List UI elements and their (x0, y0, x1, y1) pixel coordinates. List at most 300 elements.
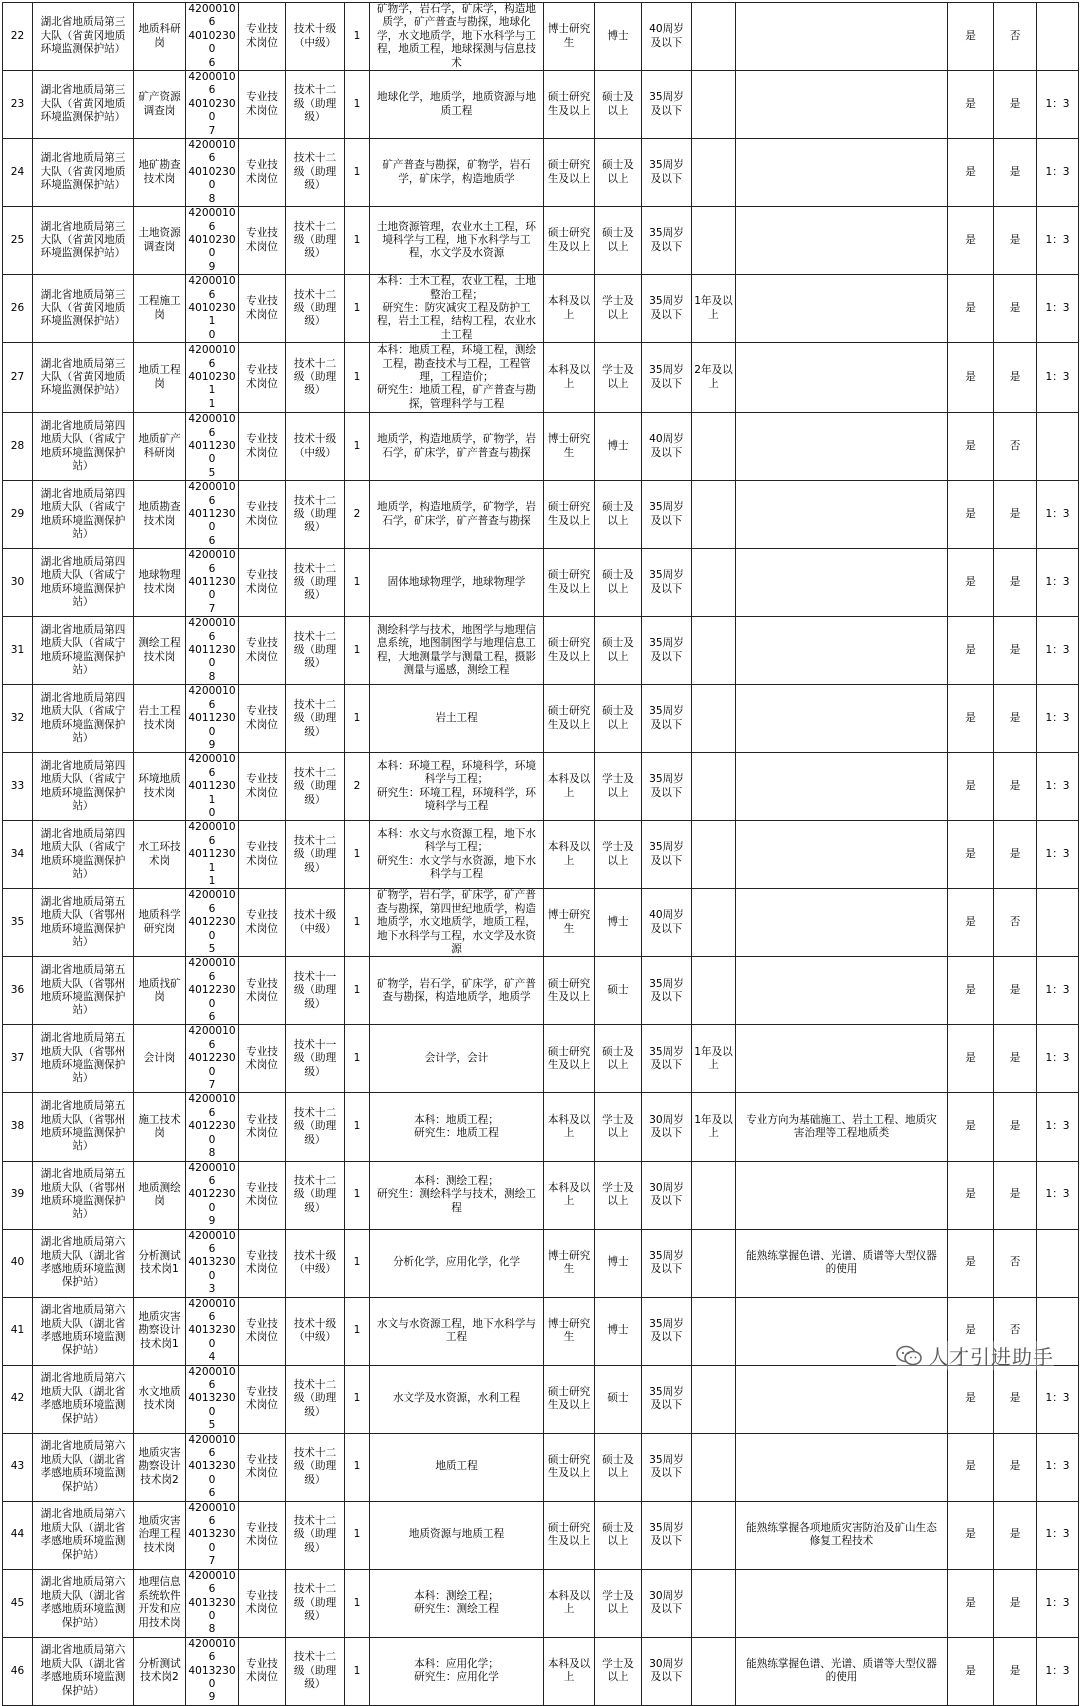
other-requirement-cell (736, 1161, 948, 1229)
hire-count-cell: 1 (345, 957, 370, 1025)
major-requirement-cell: 固体地球物理学，地球物理学 (370, 549, 544, 617)
table-row (3, 1093, 1079, 1161)
ratio-cell: 1：3 (1037, 1637, 1079, 1705)
row-number-cell: 28 (3, 413, 33, 481)
age-limit-cell: 35周岁 及以下 (642, 753, 692, 821)
degree-cell: 硕士及 以上 (595, 481, 642, 549)
unit-name-cell: 湖北省地质局第四 地质大队（省咸宁 地质环境监测保护 站） (33, 549, 134, 617)
wechat-icon (896, 1345, 922, 1367)
exam-flag-cell: 是 (948, 3, 994, 71)
exam-flag-cell: 是 (948, 207, 994, 275)
experience-cell (692, 1637, 736, 1705)
unit-name-cell: 湖北省地质局第六 地质大队（湖北省 孝感地质环境监测 保护站） (33, 1433, 134, 1501)
ratio-cell (1037, 413, 1079, 481)
ratio-cell (1037, 889, 1079, 957)
post-level-cell: 技术十级 （中级） (286, 1297, 345, 1365)
degree-cell: 博士 (595, 1297, 642, 1365)
post-code-cell: 42000106 40102301 1 (186, 343, 239, 413)
interview-flag-cell: 是 (994, 1637, 1037, 1705)
table-row (3, 139, 1079, 207)
post-level-cell: 技术十级 （中级） (286, 1229, 345, 1297)
age-limit-cell: 40周岁 及以下 (642, 3, 692, 71)
post-name-cell: 水文地质 技术岗 (134, 1365, 186, 1433)
post-level-cell: 技术十二 级（助理 级） (286, 685, 345, 753)
post-level-cell: 技术十一 级（助理 级） (286, 957, 345, 1025)
degree-cell: 硕士及 以上 (595, 549, 642, 617)
degree-cell: 博士 (595, 889, 642, 957)
hire-count-cell: 1 (345, 889, 370, 957)
row-number-cell: 37 (3, 1025, 33, 1093)
major-requirement-cell: 地质工程 (370, 1433, 544, 1501)
interview-flag-cell: 否 (994, 3, 1037, 71)
age-limit-cell: 35周岁 及以下 (642, 821, 692, 889)
table-row (3, 413, 1079, 481)
interview-flag-cell: 是 (994, 1093, 1037, 1161)
ratio-cell: 1：3 (1037, 549, 1079, 617)
ratio-cell: 1：3 (1037, 1365, 1079, 1433)
exam-flag-cell: 是 (948, 957, 994, 1025)
degree-cell: 学士及 以上 (595, 1569, 642, 1637)
post-type-cell: 专业技 术岗位 (239, 1161, 286, 1229)
post-type-cell: 专业技 术岗位 (239, 1433, 286, 1501)
major-requirement-cell: 土地资源管理，农业水土工程，环 境科学与工程，地下水科学与工 程，水文学及水资源 (370, 207, 544, 275)
table-row (3, 1025, 1079, 1093)
degree-cell: 硕士及 以上 (595, 207, 642, 275)
major-requirement-cell: 矿产普查与勘探，矿物学，岩石 学，矿床学，构造地质学 (370, 139, 544, 207)
row-number-cell: 35 (3, 889, 33, 957)
hire-count-cell: 1 (345, 275, 370, 343)
age-limit-cell: 30周岁 及以下 (642, 1637, 692, 1705)
experience-cell (692, 207, 736, 275)
ratio-cell: 1：3 (1037, 685, 1079, 753)
unit-name-cell: 湖北省地质局第六 地质大队（湖北省 孝感地质环境监测 保护站） (33, 1365, 134, 1433)
education-cell: 本科及以 上 (544, 343, 595, 413)
post-name-cell: 施工技术 岗 (134, 1093, 186, 1161)
row-number-cell: 44 (3, 1501, 33, 1569)
major-requirement-cell: 水文与水资源工程，地下水科学与 工程 (370, 1297, 544, 1365)
major-requirement-cell: 会计学，会计 (370, 1025, 544, 1093)
unit-name-cell: 湖北省地质局第三 大队（省黄冈地质 环境监测保护站） (33, 71, 134, 139)
experience-cell (692, 139, 736, 207)
post-name-cell: 分析测试 技术岗2 (134, 1637, 186, 1705)
interview-flag-cell: 否 (994, 1229, 1037, 1297)
interview-flag-cell: 是 (994, 481, 1037, 549)
row-number-cell: 25 (3, 207, 33, 275)
post-code-cell: 42000106 40122300 8 (186, 1093, 239, 1161)
post-type-cell: 专业技 术岗位 (239, 207, 286, 275)
age-limit-cell: 35周岁 及以下 (642, 343, 692, 413)
education-cell: 本科及以 上 (544, 1569, 595, 1637)
education-cell: 硕士研究 生及以上 (544, 71, 595, 139)
degree-cell: 硕士及 以上 (595, 617, 642, 685)
hire-count-cell: 1 (345, 1569, 370, 1637)
post-type-cell: 专业技 术岗位 (239, 1501, 286, 1569)
unit-name-cell: 湖北省地质局第三 大队（省黄冈地质 环境监测保护站） (33, 3, 134, 71)
post-name-cell: 地质工程 岗 (134, 343, 186, 413)
degree-cell: 学士及 以上 (595, 821, 642, 889)
experience-cell (692, 549, 736, 617)
hire-count-cell: 1 (345, 821, 370, 889)
major-requirement-cell: 本科：水文与水资源工程，地下水 科学与工程； 研究生：水文学与水资源，地下水 科学与工程 (370, 821, 544, 889)
row-number-cell: 27 (3, 343, 33, 413)
major-requirement-cell: 测绘科学与技术，地图学与地理信 息系统，地图制图学与地理信息工 程，大地测量学与测量工程，摄影 测量与遥感，测绘工程 (370, 617, 544, 685)
post-code-cell: 42000106 40112300 7 (186, 549, 239, 617)
exam-flag-cell: 是 (948, 1433, 994, 1501)
interview-flag-cell: 否 (994, 413, 1037, 481)
age-limit-cell: 35周岁 及以下 (642, 481, 692, 549)
unit-name-cell: 湖北省地质局第三 大队（省黄冈地质 环境监测保护站） (33, 275, 134, 343)
row-number-cell: 29 (3, 481, 33, 549)
row-number-cell: 46 (3, 1637, 33, 1705)
degree-cell: 硕士及 以上 (595, 139, 642, 207)
post-level-cell: 技术十二 级（助理 级） (286, 1433, 345, 1501)
ratio-cell (1037, 1229, 1079, 1297)
post-code-cell: 42000106 40112300 5 (186, 413, 239, 481)
job-table (2, 2, 1079, 1706)
row-number-cell: 26 (3, 275, 33, 343)
post-name-cell: 地球物理 技术岗 (134, 549, 186, 617)
ratio-cell: 1：3 (1037, 207, 1079, 275)
hire-count-cell: 1 (345, 685, 370, 753)
unit-name-cell: 湖北省地质局第四 地质大队（省咸宁 地质环境监测保护 站） (33, 685, 134, 753)
post-type-cell: 专业技 术岗位 (239, 481, 286, 549)
post-name-cell: 地质测绘 岗 (134, 1161, 186, 1229)
post-name-cell: 地理信息 系统软件 开发和应 用技术岗 (134, 1569, 186, 1637)
post-type-cell: 专业技 术岗位 (239, 1229, 286, 1297)
degree-cell: 硕士及 以上 (595, 1025, 642, 1093)
exam-flag-cell: 是 (948, 1365, 994, 1433)
education-cell: 硕士研究 生及以上 (544, 1365, 595, 1433)
age-limit-cell: 35周岁 及以下 (642, 617, 692, 685)
hire-count-cell: 1 (345, 343, 370, 413)
experience-cell (692, 685, 736, 753)
post-level-cell: 技术十二 级（助理 级） (286, 71, 345, 139)
row-number-cell: 39 (3, 1161, 33, 1229)
experience-cell (692, 617, 736, 685)
age-limit-cell: 40周岁 及以下 (642, 889, 692, 957)
ratio-cell: 1：3 (1037, 481, 1079, 549)
education-cell: 硕士研究 生及以上 (544, 549, 595, 617)
post-type-cell: 专业技 术岗位 (239, 753, 286, 821)
experience-cell: 1年及以 上 (692, 1093, 736, 1161)
experience-cell (692, 71, 736, 139)
watermark (896, 1341, 1054, 1370)
degree-cell: 学士及 以上 (595, 1093, 642, 1161)
post-code-cell: 42000106 40132300 9 (186, 1637, 239, 1705)
degree-cell: 硕士 (595, 957, 642, 1025)
degree-cell: 学士及 以上 (595, 1637, 642, 1705)
post-level-cell: 技术十二 级（助理 级） (286, 1501, 345, 1569)
education-cell: 博士研究 生 (544, 413, 595, 481)
unit-name-cell: 湖北省地质局第五 地质大队（省鄂州 地质环境监测保护 站） (33, 889, 134, 957)
watermark-text: 人才引进助手 (928, 1345, 1054, 1369)
other-requirement-cell (736, 71, 948, 139)
exam-flag-cell: 是 (948, 685, 994, 753)
ratio-cell: 1：3 (1037, 1569, 1079, 1637)
unit-name-cell: 湖北省地质局第六 地质大队（湖北省 孝感地质环境监测 保护站） (33, 1297, 134, 1365)
post-code-cell: 42000106 40112301 1 (186, 821, 239, 889)
post-type-cell: 专业技 术岗位 (239, 617, 286, 685)
job-table-body (3, 3, 1079, 1706)
post-name-cell: 土地资源 调查岗 (134, 207, 186, 275)
education-cell: 本科及以 上 (544, 1093, 595, 1161)
hire-count-cell: 1 (345, 1229, 370, 1297)
exam-flag-cell: 是 (948, 1501, 994, 1569)
table-row (3, 957, 1079, 1025)
post-level-cell: 技术十级 （中级） (286, 889, 345, 957)
ratio-cell: 1：3 (1037, 71, 1079, 139)
major-requirement-cell: 分析化学，应用化学，化学 (370, 1229, 544, 1297)
age-limit-cell: 35周岁 及以下 (642, 207, 692, 275)
post-code-cell: 42000106 40122300 7 (186, 1025, 239, 1093)
major-requirement-cell: 本科：地质工程； 研究生：地质工程 (370, 1093, 544, 1161)
major-requirement-cell: 地质学，构造地质学，矿物学，岩 石学，矿床学，矿产普查与勘探 (370, 481, 544, 549)
unit-name-cell: 湖北省地质局第六 地质大队（湖北省 孝感地质环境监测 保护站） (33, 1229, 134, 1297)
row-number-cell: 32 (3, 685, 33, 753)
post-name-cell: 会计岗 (134, 1025, 186, 1093)
exam-flag-cell: 是 (948, 821, 994, 889)
major-requirement-cell: 本科：测绘工程； 研究生：测绘工程 (370, 1569, 544, 1637)
exam-flag-cell: 是 (948, 481, 994, 549)
post-type-cell: 专业技 术岗位 (239, 957, 286, 1025)
other-requirement-cell (736, 139, 948, 207)
ratio-cell (1037, 3, 1079, 71)
post-name-cell: 地质灾害 勘察设计 技术岗2 (134, 1433, 186, 1501)
age-limit-cell: 40周岁 及以下 (642, 413, 692, 481)
degree-cell: 博士 (595, 1229, 642, 1297)
education-cell: 博士研究 生 (544, 889, 595, 957)
experience-cell (692, 1365, 736, 1433)
hire-count-cell: 1 (345, 617, 370, 685)
age-limit-cell: 35周岁 及以下 (642, 957, 692, 1025)
row-number-cell: 31 (3, 617, 33, 685)
age-limit-cell: 35周岁 及以下 (642, 549, 692, 617)
experience-cell (692, 413, 736, 481)
post-code-cell: 42000106 40112301 0 (186, 753, 239, 821)
education-cell: 硕士研究 生及以上 (544, 139, 595, 207)
hire-count-cell: 1 (345, 1025, 370, 1093)
experience-cell (692, 1297, 736, 1365)
degree-cell: 硕士及 以上 (595, 1501, 642, 1569)
interview-flag-cell: 是 (994, 1025, 1037, 1093)
unit-name-cell: 湖北省地质局第五 地质大队（省鄂州 地质环境监测保护 站） (33, 1161, 134, 1229)
education-cell: 硕士研究 生及以上 (544, 1501, 595, 1569)
hire-count-cell: 2 (345, 481, 370, 549)
interview-flag-cell: 是 (994, 139, 1037, 207)
interview-flag-cell: 否 (994, 1297, 1037, 1365)
hire-count-cell: 1 (345, 413, 370, 481)
experience-cell (692, 3, 736, 71)
post-type-cell: 专业技 术岗位 (239, 3, 286, 71)
hire-count-cell: 1 (345, 1637, 370, 1705)
degree-cell: 学士及 以上 (595, 343, 642, 413)
row-number-cell: 34 (3, 821, 33, 889)
post-code-cell: 42000106 40112300 9 (186, 685, 239, 753)
other-requirement-cell (736, 617, 948, 685)
hire-count-cell: 1 (345, 1297, 370, 1365)
post-name-cell: 地质找矿 岗 (134, 957, 186, 1025)
post-level-cell: 技术十二 级（助理 级） (286, 753, 345, 821)
age-limit-cell: 35周岁 及以下 (642, 1501, 692, 1569)
post-name-cell: 工程施工 岗 (134, 275, 186, 343)
post-level-cell: 技术十一 级（助理 级） (286, 1025, 345, 1093)
degree-cell: 学士及 以上 (595, 275, 642, 343)
degree-cell: 博士 (595, 413, 642, 481)
post-code-cell: 42000106 40102300 8 (186, 139, 239, 207)
other-requirement-cell (736, 1569, 948, 1637)
table-row (3, 617, 1079, 685)
experience-cell: 1年及以 上 (692, 275, 736, 343)
experience-cell: 2年及以 上 (692, 343, 736, 413)
interview-flag-cell: 是 (994, 753, 1037, 821)
major-requirement-cell: 地球化学，地质学，地质资源与地 质工程 (370, 71, 544, 139)
post-code-cell: 42000106 40112300 6 (186, 481, 239, 549)
post-code-cell: 42000106 40102300 9 (186, 207, 239, 275)
major-requirement-cell: 矿物学，岩石学，矿床学，构造地 质学，矿产普查与勘探，地球化 学，水文地质学，地下水科学与工 程，地质工程，地球探测与信息技 术 (370, 3, 544, 71)
table-row (3, 275, 1079, 343)
age-limit-cell: 35周岁 及以下 (642, 71, 692, 139)
experience-cell (692, 1229, 736, 1297)
experience-cell (692, 1161, 736, 1229)
table-row (3, 889, 1079, 957)
major-requirement-cell: 水文学及水资源，水利工程 (370, 1365, 544, 1433)
education-cell: 本科及以 上 (544, 275, 595, 343)
post-code-cell: 42000106 40132300 3 (186, 1229, 239, 1297)
unit-name-cell: 湖北省地质局第四 地质大队（省咸宁 地质环境监测保护 站） (33, 617, 134, 685)
post-code-cell: 42000106 40132300 7 (186, 1501, 239, 1569)
ratio-cell: 1：3 (1037, 1093, 1079, 1161)
education-cell: 硕士研究 生及以上 (544, 617, 595, 685)
age-limit-cell: 35周岁 及以下 (642, 275, 692, 343)
post-name-cell: 地质科研 岗 (134, 3, 186, 71)
post-type-cell: 专业技 术岗位 (239, 549, 286, 617)
post-code-cell: 42000106 40122300 6 (186, 957, 239, 1025)
interview-flag-cell: 是 (994, 549, 1037, 617)
exam-flag-cell: 是 (948, 1297, 994, 1365)
experience-cell: 1年及以 上 (692, 1025, 736, 1093)
unit-name-cell: 湖北省地质局第四 地质大队（省咸宁 地质环境监测保护 站） (33, 413, 134, 481)
exam-flag-cell: 是 (948, 413, 994, 481)
education-cell: 本科及以 上 (544, 1637, 595, 1705)
post-type-cell: 专业技 术岗位 (239, 1297, 286, 1365)
ratio-cell: 1：3 (1037, 753, 1079, 821)
post-type-cell: 专业技 术岗位 (239, 71, 286, 139)
post-level-cell: 技术十级 （中级） (286, 3, 345, 71)
other-requirement-cell: 能熟练掌握色谱、光谱、质谱等大型仪器 的使用 (736, 1637, 948, 1705)
interview-flag-cell: 是 (994, 685, 1037, 753)
other-requirement-cell (736, 481, 948, 549)
post-level-cell: 技术十二 级（助理 级） (286, 139, 345, 207)
other-requirement-cell (736, 889, 948, 957)
ratio-cell: 1：3 (1037, 343, 1079, 413)
post-type-cell: 专业技 术岗位 (239, 139, 286, 207)
age-limit-cell: 30周岁 及以下 (642, 1093, 692, 1161)
post-name-cell: 矿产资源 调查岗 (134, 71, 186, 139)
post-name-cell: 地矿勘查 技术岗 (134, 139, 186, 207)
post-name-cell: 地质矿产 科研岗 (134, 413, 186, 481)
post-level-cell: 技术十二 级（助理 级） (286, 1365, 345, 1433)
major-requirement-cell: 矿物学，岩石学，矿床学，矿产普 查与勘探，第四世纪地质学，构造 地质学，水文地质学，地质工程， 地下水科学与工程，水文学及水资源 (370, 889, 544, 957)
row-number-cell: 30 (3, 549, 33, 617)
education-cell: 博士研究 生 (544, 1297, 595, 1365)
interview-flag-cell: 是 (994, 1501, 1037, 1569)
table-row (3, 3, 1079, 71)
post-type-cell: 专业技 术岗位 (239, 343, 286, 413)
unit-name-cell: 湖北省地质局第三 大队（省黄冈地质 环境监测保护站） (33, 343, 134, 413)
ratio-cell: 1：3 (1037, 275, 1079, 343)
table-row (3, 343, 1079, 413)
post-type-cell: 专业技 术岗位 (239, 889, 286, 957)
other-requirement-cell (736, 549, 948, 617)
table-row (3, 71, 1079, 139)
exam-flag-cell: 是 (948, 71, 994, 139)
ratio-cell: 1：3 (1037, 821, 1079, 889)
hire-count-cell: 1 (345, 1433, 370, 1501)
age-limit-cell: 35周岁 及以下 (642, 1025, 692, 1093)
post-type-cell: 专业技 术岗位 (239, 685, 286, 753)
row-number-cell: 36 (3, 957, 33, 1025)
interview-flag-cell: 否 (994, 889, 1037, 957)
age-limit-cell: 30周岁 及以下 (642, 1161, 692, 1229)
ratio-cell: 1：3 (1037, 957, 1079, 1025)
education-cell: 硕士研究 生及以上 (544, 1025, 595, 1093)
interview-flag-cell: 是 (994, 957, 1037, 1025)
unit-name-cell: 湖北省地质局第五 地质大队（省鄂州 地质环境监测保护 站） (33, 1093, 134, 1161)
table-row (3, 1365, 1079, 1433)
other-requirement-cell (736, 1433, 948, 1501)
major-requirement-cell: 本科：测绘工程； 研究生：测绘科学与技术，测绘工 程 (370, 1161, 544, 1229)
unit-name-cell: 湖北省地质局第五 地质大队（省鄂州 地质环境监测保护 站） (33, 1025, 134, 1093)
post-level-cell: 技术十二 级（助理 级） (286, 275, 345, 343)
post-name-cell: 测绘工程 技术岗 (134, 617, 186, 685)
other-requirement-cell (736, 207, 948, 275)
other-requirement-cell: 能熟练掌握色谱、光谱、质谱等大型仪器 的使用 (736, 1229, 948, 1297)
hire-count-cell: 1 (345, 1161, 370, 1229)
exam-flag-cell: 是 (948, 275, 994, 343)
interview-flag-cell: 是 (994, 343, 1037, 413)
row-number-cell: 45 (3, 1569, 33, 1637)
experience-cell (692, 1433, 736, 1501)
row-number-cell: 42 (3, 1365, 33, 1433)
table-row (3, 753, 1079, 821)
interview-flag-cell: 是 (994, 207, 1037, 275)
hire-count-cell: 1 (345, 1093, 370, 1161)
post-type-cell: 专业技 术岗位 (239, 1365, 286, 1433)
experience-cell (692, 481, 736, 549)
unit-name-cell: 湖北省地质局第四 地质大队（省咸宁 地质环境监测保护 站） (33, 821, 134, 889)
interview-flag-cell: 是 (994, 71, 1037, 139)
education-cell: 本科及以 上 (544, 753, 595, 821)
post-type-cell: 专业技 术岗位 (239, 821, 286, 889)
education-cell: 本科及以 上 (544, 1161, 595, 1229)
unit-name-cell: 湖北省地质局第六 地质大队（湖北省 孝感地质环境监测 保护站） (33, 1569, 134, 1637)
degree-cell: 硕士 (595, 1365, 642, 1433)
other-requirement-cell (736, 753, 948, 821)
table-row (3, 685, 1079, 753)
interview-flag-cell: 是 (994, 1569, 1037, 1637)
post-name-cell: 地质勘查 技术岗 (134, 481, 186, 549)
other-requirement-cell (736, 1025, 948, 1093)
post-level-cell: 技术十二 级（助理 级） (286, 617, 345, 685)
age-limit-cell: 30周岁 及以下 (642, 1569, 692, 1637)
post-type-cell: 专业技 术岗位 (239, 413, 286, 481)
post-code-cell: 42000106 40132300 6 (186, 1433, 239, 1501)
major-requirement-cell: 本科：土木工程，农业工程，土地 整治工程； 研究生：防灾减灾工程及防护工 程，岩土工程，结构工程，农业水 土工程 (370, 275, 544, 343)
unit-name-cell: 湖北省地质局第六 地质大队（湖北省 孝感地质环境监测 保护站） (33, 1637, 134, 1705)
post-level-cell: 技术十二 级（助理 级） (286, 821, 345, 889)
post-code-cell: 42000106 40122300 5 (186, 889, 239, 957)
education-cell: 硕士研究 生及以上 (544, 481, 595, 549)
